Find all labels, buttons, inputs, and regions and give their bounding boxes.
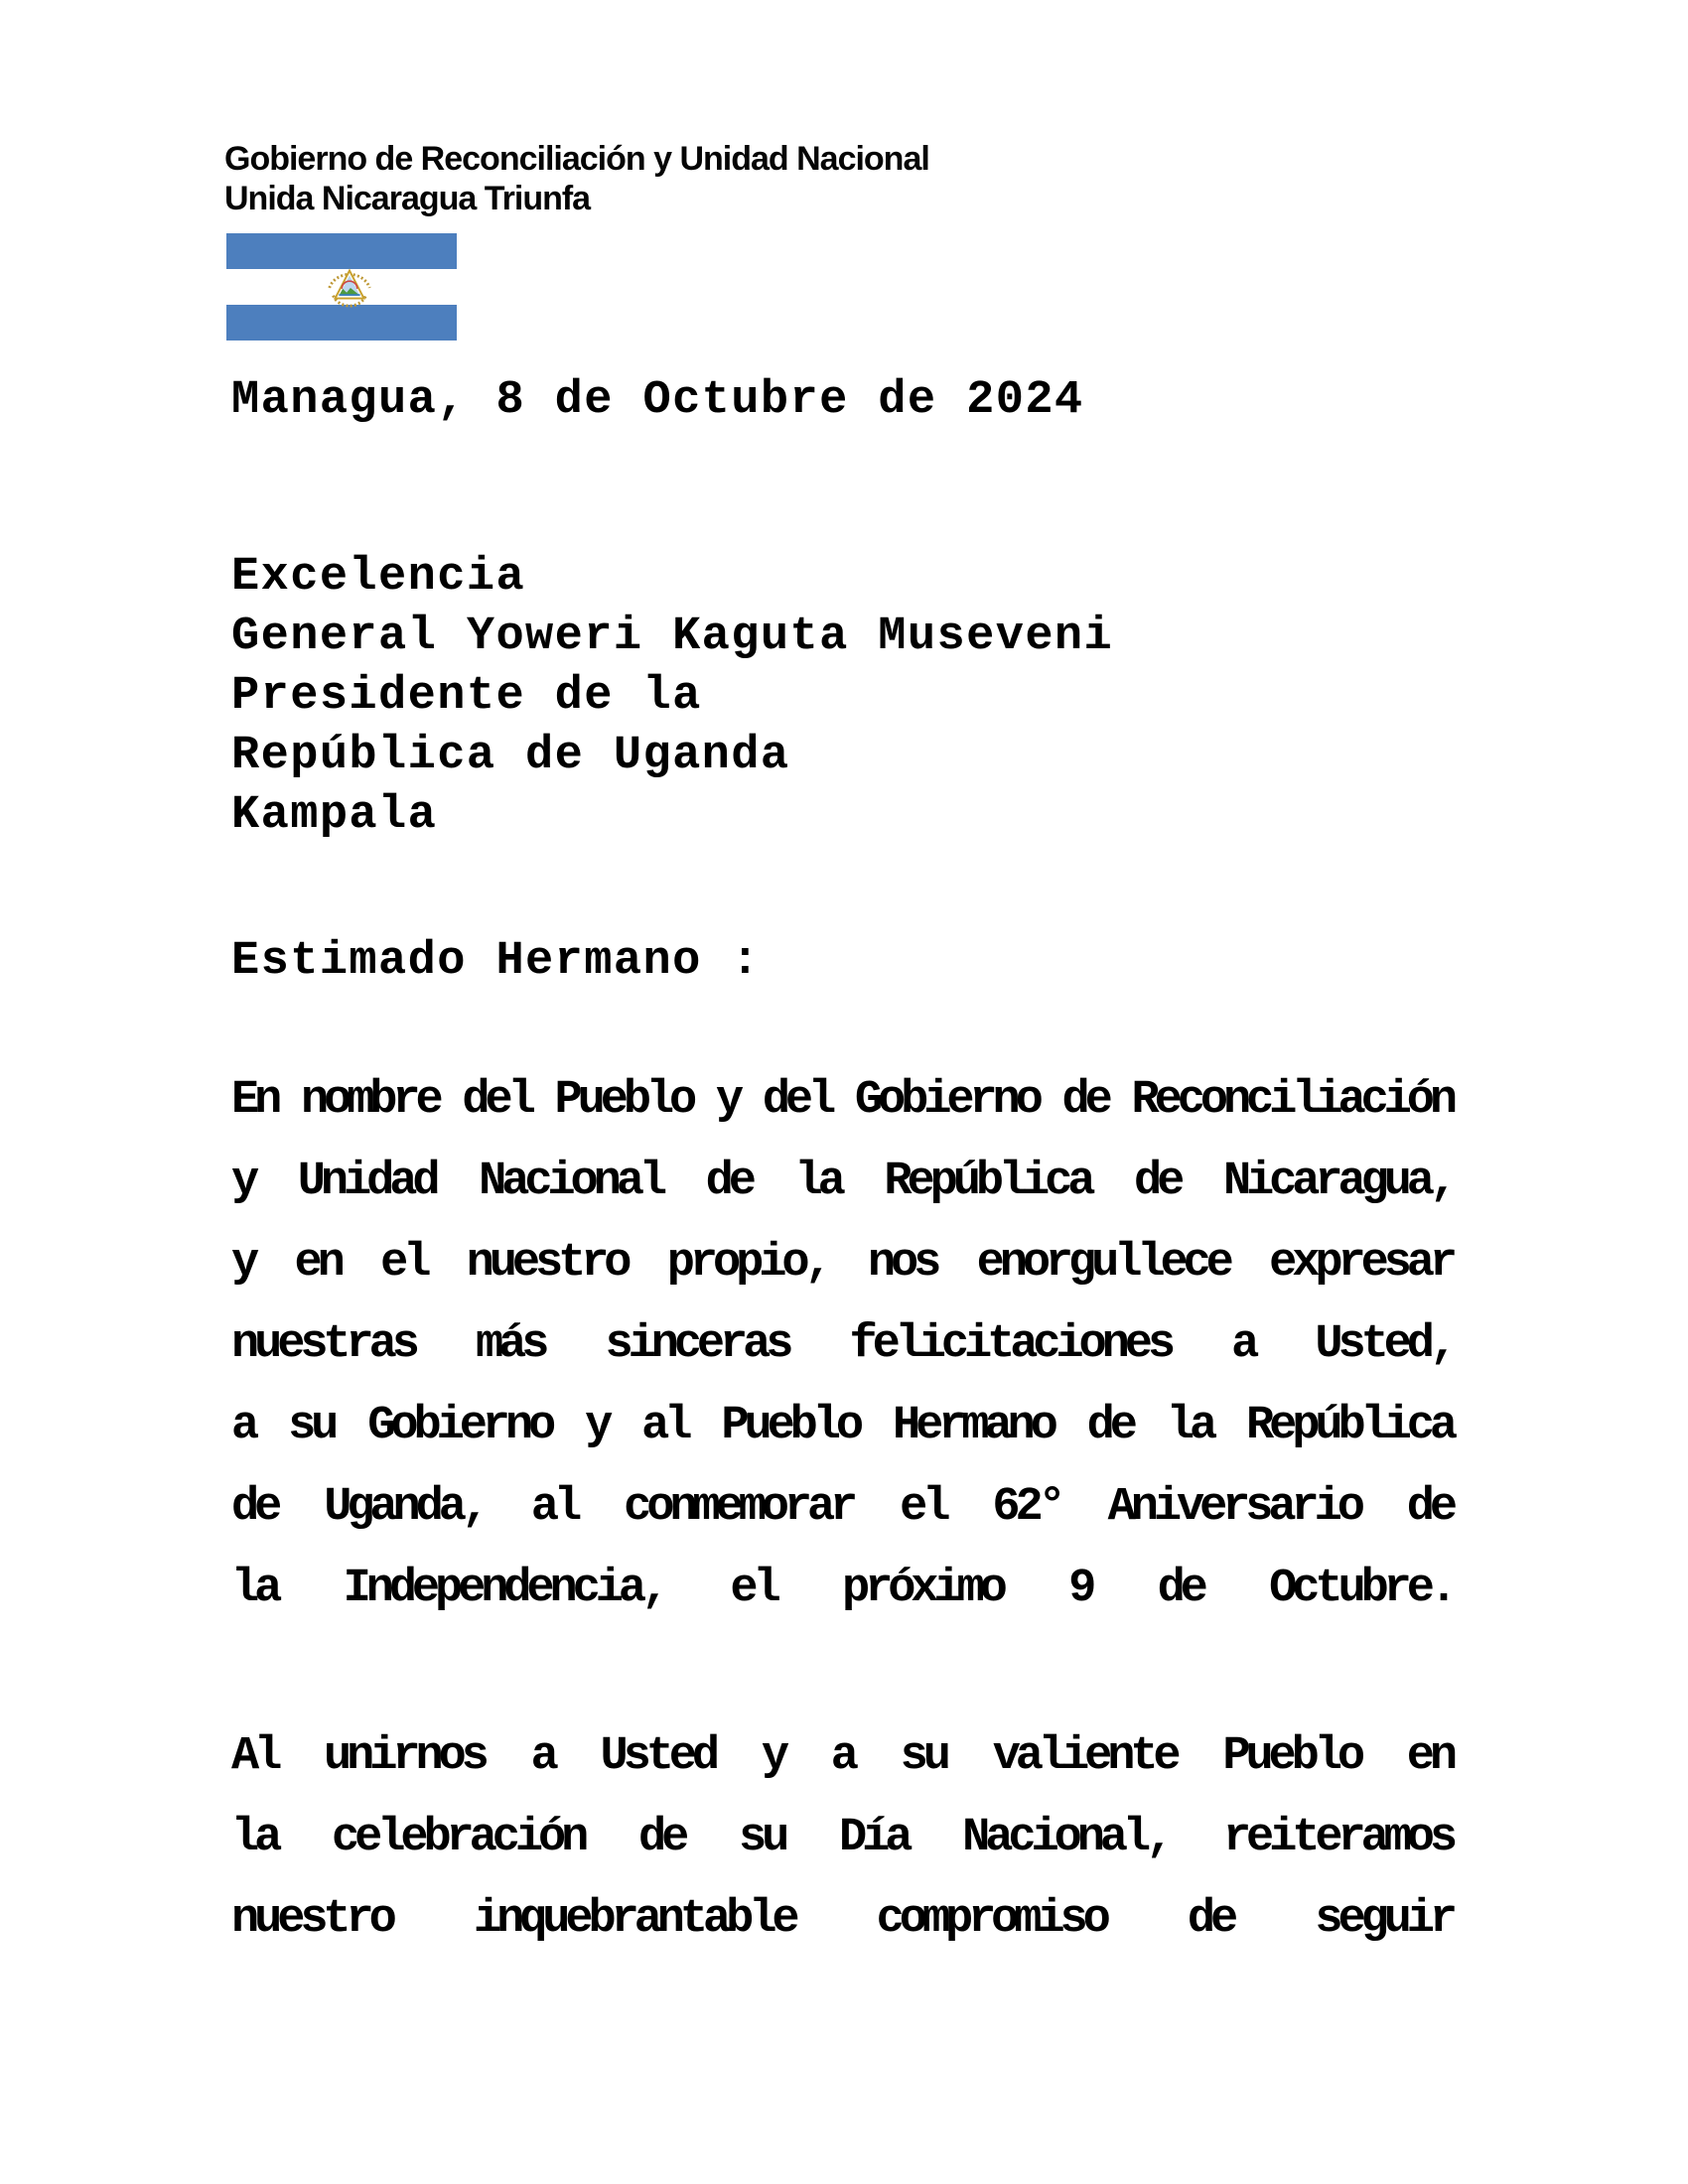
recipient-name: General Yoweri Kaguta Museveni — [231, 611, 1114, 663]
paragraph2-line1: Al unirnos a Usted y a su valiente Pueblo en — [231, 1730, 1453, 1783]
recipient-title-line2: República de Uganda — [231, 730, 790, 782]
letterhead — [224, 139, 929, 218]
nicaragua-flag — [226, 233, 457, 341]
letterhead-line2: Unida Nicaragua Triunfa — [224, 180, 591, 217]
body-paragraph-1 — [231, 1060, 1453, 1630]
paragraph1-line2: y Unidad Nacional de la República de Nicaragua, — [231, 1156, 1453, 1208]
nicaragua-coat-of-arms-icon — [318, 259, 381, 315]
paragraph1-line6: de Uganda, al conmemorar el 62° Aniversario de — [231, 1481, 1453, 1534]
paragraph2-line3: nuestro inquebrantable compromiso de seguir — [231, 1893, 1453, 1946]
date-line: Managua, 8 de Octubre de 2024 — [231, 374, 1084, 427]
recipient-title-line1: Presidente de la — [231, 670, 702, 723]
paragraph1-line3: y en el nuestro propio, nos enorgullece expresar — [231, 1237, 1453, 1290]
paragraph2-line2: la celebración de su Día Nacional, reiteramos — [231, 1812, 1453, 1864]
recipient-block — [231, 548, 1113, 846]
paragraph1-line1: En nombre del Pueblo y del Gobierno de Reconciliación — [231, 1074, 1453, 1127]
body-paragraph-2 — [231, 1716, 1453, 1961]
recipient-city: Kampala — [231, 789, 438, 842]
paragraph1-line7: la Independencia, el próximo 9 de Octubre. — [231, 1563, 1453, 1615]
letterhead-line1: Gobierno de Reconciliación y Unidad Nacional — [224, 140, 929, 178]
paragraph1-line4: nuestras más sinceras felicitaciones a Usted, — [231, 1318, 1453, 1371]
recipient-honorific: Excelencia — [231, 551, 526, 604]
paragraph1-line5: a su Gobierno y al Pueblo Hermano de la República — [231, 1400, 1453, 1452]
salutation: Estimado Hermano : — [231, 935, 761, 988]
